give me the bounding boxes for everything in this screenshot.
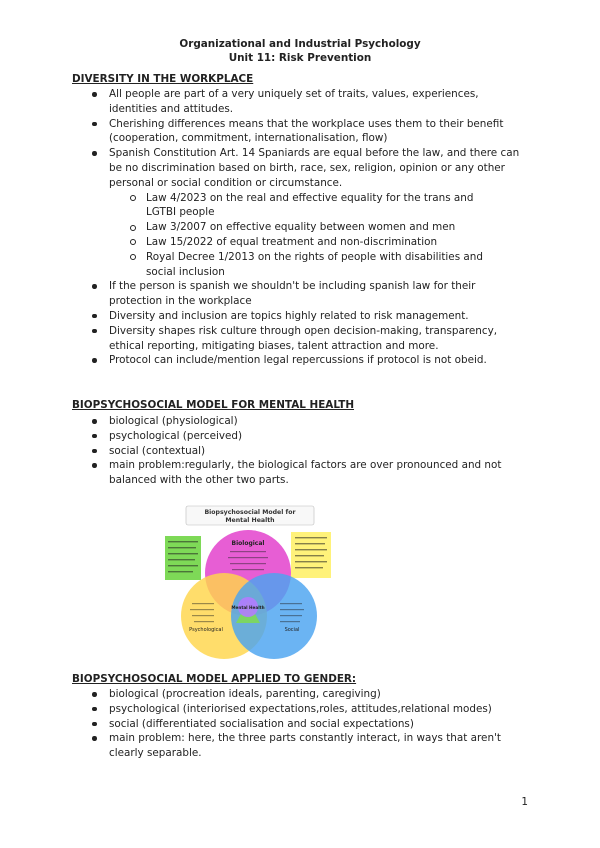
list-item: social (contextual) [0, 444, 600, 459]
venn-label-center: Mental Health [231, 605, 265, 610]
biopsychosocial-venn-figure [162, 503, 336, 661]
list-item: All people are part of a very uniquely set of traits, values, experiences, identities and attitudes. [0, 87, 600, 117]
unit-title: Unit 11: Risk Prevention [228, 52, 372, 64]
list-item: Diversity and inclusion are topics highly related to risk management. [0, 309, 600, 324]
list-item: Protocol can include/mention legal repercussions if protocol is not obeid. [0, 353, 600, 368]
list-item: main problem:regularly, the biological factors are over pronounced and not balanced with the other two parts. [0, 458, 600, 488]
list-item: If the person is spanish we shouldn't be including spanish law for their protection in the workplace [0, 279, 600, 309]
list-item: psychological (interiorised expectations,roles, attitudes,relational modes) [0, 702, 600, 717]
list-item: Cherishing differences means that the workplace uses them to their benefit (cooperation, commitment, internationalisation, flow) [0, 117, 600, 147]
venn-label-social: Social [284, 627, 300, 633]
figure-title: Biopsychosocial Model for [204, 509, 296, 516]
figure-title-line2: Mental Health [225, 517, 275, 524]
list-item: biological (procreation ideals, parenting, caregiving) [0, 687, 600, 702]
page-number: 1 [521, 796, 528, 808]
list-item: biological (physiological) [0, 414, 600, 429]
diversity-list [0, 87, 600, 368]
section-heading-mental-health: BIOPSYCHOSOCIAL MODEL FOR MENTAL HEALTH [72, 399, 355, 411]
section-heading-diversity: DIVERSITY IN THE WORKPLACE [72, 73, 254, 85]
mental-health-list [0, 414, 600, 488]
list-item: psychological (perceived) [0, 429, 600, 444]
note-box-left [165, 536, 201, 580]
sub-list-item: Law 3/2007 on effective equality between women and men [0, 220, 600, 235]
venn-label-psychological: Psychological [189, 627, 223, 633]
document-title: Organizational and Industrial Psychology [179, 38, 421, 50]
list-item: Diversity shapes risk culture through open decision-making, transparency, ethical reporting, mitigating biases, talent attraction and more. [0, 324, 600, 354]
list-item: social (differentiated socialisation and social expectations) [0, 717, 600, 732]
list-item: Spanish Constitution Art. 14 Spaniards are equal before the law, and there can be no discrimination based on birth, race, sex, religion, opinion or any other personal or social condition or circumstance. [0, 146, 600, 190]
list-item: main problem: here, the three parts constantly interact, in ways that aren't clearly separable. [0, 731, 600, 761]
section-heading-gender: BIOPSYCHOSOCIAL MODEL APPLIED TO GENDER: [72, 673, 357, 685]
sub-list-item: Law 4/2023 on the real and effective equality for the trans and LGTBI people [0, 191, 600, 221]
venn-label-biological: Biological [231, 540, 265, 547]
sub-list-item: Law 15/2022 of equal treatment and non-discrimination [0, 235, 600, 250]
sub-list-item: Royal Decree 1/2013 on the rights of people with disabilities and social inclusion [0, 250, 600, 280]
gender-list [0, 687, 600, 761]
